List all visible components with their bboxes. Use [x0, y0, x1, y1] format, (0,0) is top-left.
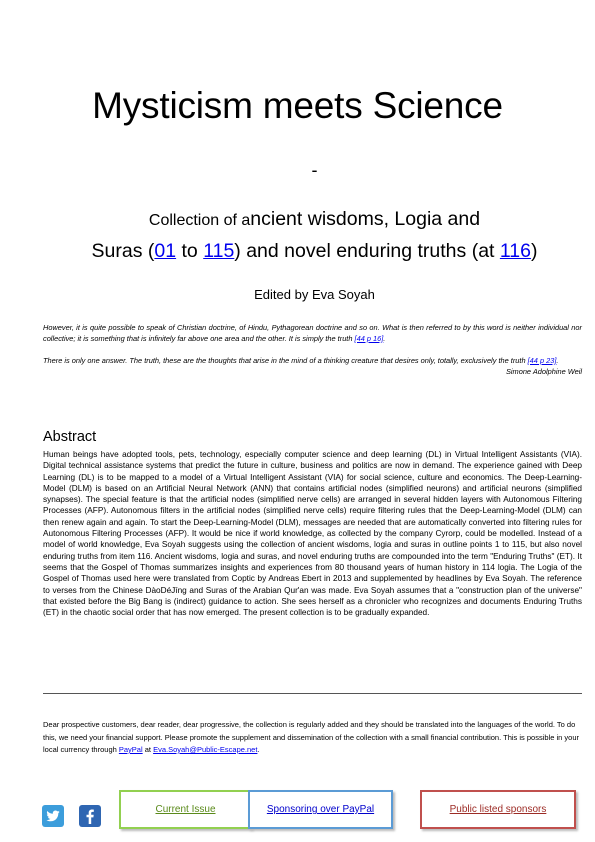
twitter-bird-icon	[42, 805, 64, 827]
quote-end: .	[383, 334, 386, 343]
link-item-01[interactable]: 01	[154, 240, 177, 262]
quote-1	[43, 322, 582, 344]
subtitle-text: to	[176, 240, 204, 262]
notice-text: at	[142, 745, 154, 754]
facebook-f-icon	[79, 805, 101, 827]
link-item-116[interactable]: 116	[499, 240, 531, 262]
quote-2	[43, 355, 582, 366]
support-notice	[43, 719, 582, 757]
title-separator: -	[311, 160, 318, 180]
email-link[interactable]: Eva.Soyah@Public-Escape.net	[153, 745, 258, 754]
reference-link[interactable]: [44 p 16]	[354, 334, 384, 343]
quote-text: There is only one answer. The truth, these are the thoughts that arise in the mind of a thinking creature that desires only, totally, exclusively the truth	[43, 356, 528, 365]
quote-author: Simone Adolphine Weil	[505, 367, 582, 376]
sponsoring-paypal-label: Sponsoring over PayPal	[266, 804, 375, 815]
notice-text: .	[257, 745, 260, 754]
divider	[43, 693, 582, 694]
subtitle-text: Suras (	[91, 240, 155, 262]
notice-text: Dear prospective customers, dear reader, dear progressive, the collection is regularly added and they should be translated into the languages of the world. To do this, we need your financial support. Please promote the supplement and dissemination of the collection with a small financial contribution. This is possible in your local currency through	[43, 720, 579, 754]
abstract-body: Human beings have adopted tools, pets, technology, especially computer science and deep learning (DL) in Virtual Intelligent Assistants (VIA). Digital technical assistance systems that predict the future in culture, business and politics are now in demand. The experience gained with Deep Learning (DL) is to be mapped to a model of a Virtual Intelligent Assistant (VIA) for social science, culture and economics. The Deep-Learning-Model (DLM) is based on an Artificial Neural Network (ANN) that contains artificial nodes (simplified neurons) and artificial neurons (simplified synapses). The special feature is that the artificial nodes (simplified nerve cells) are arranged in several hidden layers with Autonomous Filtering Processes (AFP). Autonomous filters in the artificial nodes (simplified nerve cells) require filtering rules that the Deep-Learning-Model (DLM) can then renew again and again. To start the Deep-Learning-Model (DLM), messages are needed that are automatically converted into filtering rules for Autonomous Filtering Processes (AFP). It would be nice if world knowledge, as collected by the company Cyrorp, could be modelled. Instead of a model of world knowledge, Eva Soyah suggests using the collection of ancient wisdoms, logia and suras in outline points 1 to 115, but also novel enduring truths from item 116. Ancient wisdoms, logia and suras, and novel enduring truths are compounded into the term "Enduring Truths" (ET). It seems that the Gospel of Thomas summarizes insights and experiences from 80 thousand years of human history in 114 logia. The Logia of the Gospel of Thomas used here were translated from Coptic by Andreas Ebert in 2013 and supplemented by headlines by Eva Soyah. The reference to verses from the Chinese DàoDéJīng and Suras of the Arabian Qur'an was made. Eva Soyah assumes that a "construction plan of the universe" that existed before the Big Bang is (indirect) guidance to action. She sees herself as a chronicler who recognizes and documents Enduring Truths (ET) in the chaotic social order that has now emerged. The present collection is to be gradually expanded.	[43, 450, 582, 618]
reference-link[interactable]: [44 p 23]	[527, 356, 557, 365]
twitter-icon[interactable]	[42, 805, 64, 827]
link-item-115[interactable]: 115	[203, 240, 235, 262]
subtitle	[0, 204, 595, 267]
current-issue-label: Current Issue	[155, 804, 216, 815]
subtitle-text: Collection of a	[148, 212, 251, 229]
sponsoring-paypal-button[interactable]	[248, 790, 393, 829]
facebook-icon[interactable]	[79, 805, 101, 827]
subtitle-text: ncient wisdoms, Logia and	[250, 208, 481, 230]
editor-credit: Edited by Eva Soyah	[254, 287, 375, 302]
document-title: Mysticism meets Science	[92, 85, 503, 126]
current-issue-button[interactable]	[119, 790, 252, 829]
subtitle-text: )	[530, 240, 538, 262]
public-sponsors-button[interactable]	[420, 790, 576, 829]
subtitle-line-1	[0, 204, 595, 236]
paypal-link[interactable]: PayPal	[118, 745, 143, 754]
subtitle-line-2	[0, 236, 595, 267]
subtitle-text: ) and novel enduring truths (at	[234, 240, 500, 262]
quote-end: .	[556, 356, 559, 365]
epigraph-quotes	[43, 322, 582, 388]
abstract-heading: Abstract	[43, 429, 97, 445]
quote-text: However, it is quite possible to speak of Christian doctrine, of Hindu, Pythagorean doctrine and so on. What is then referred to by this word is neither individual nor collective; it is something that is infinitely far above one area and the other. It is simply the truth	[43, 323, 582, 343]
public-sponsors-label: Public listed sponsors	[449, 804, 547, 815]
